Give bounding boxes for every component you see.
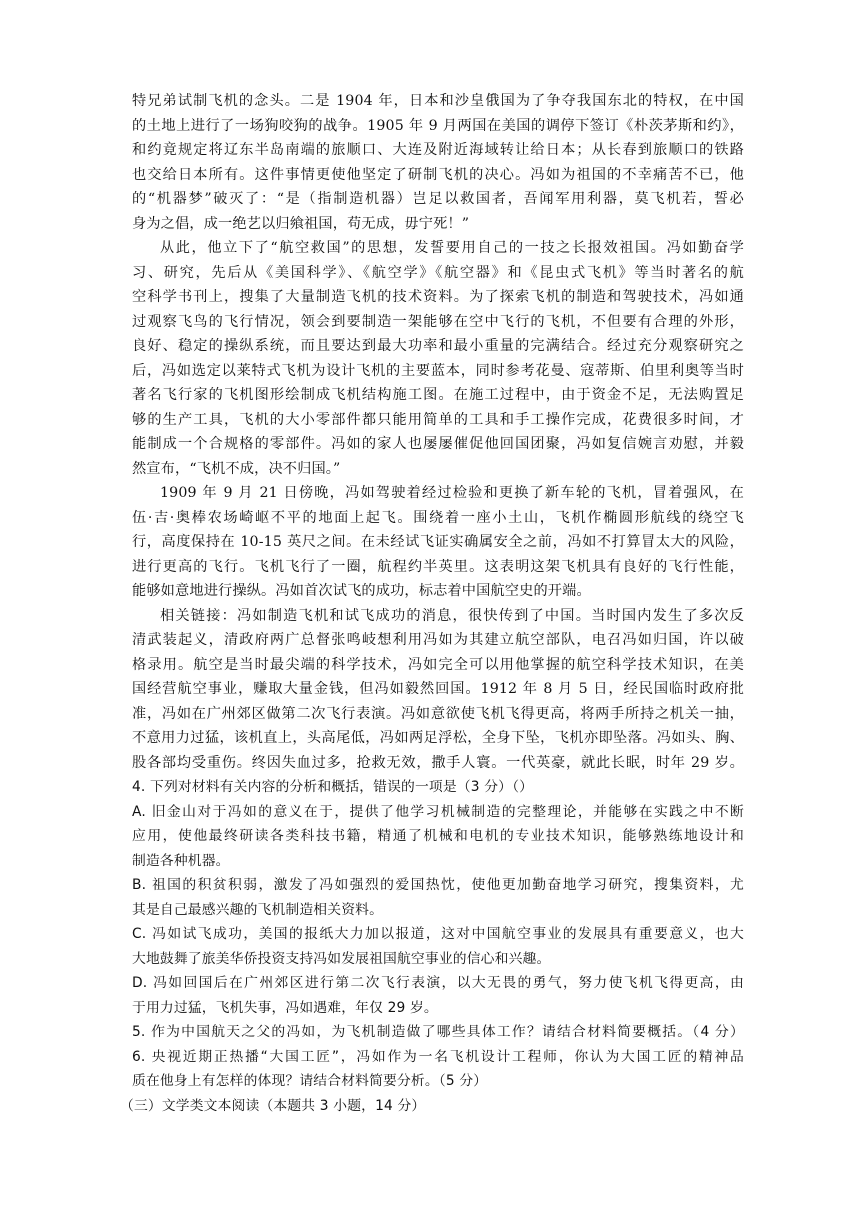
question-line: 6. 央视近期正热播“大国工匠”，冯如作为一名飞机设计工程师，你认为大国工匠的精神品 bbox=[132, 1048, 744, 1065]
text-line: 准，冯如在广州郊区做第二次飞行表演。冯如意欲使飞机飞得更高，将两手所持之机关一抽， bbox=[132, 705, 744, 722]
text-line: 也交给日本所有。这件事情更使他坚定了研制飞机的决心。冯如为祖国的不幸痛苦不已，他 bbox=[132, 166, 744, 183]
text-line: 制造各种机器。 bbox=[132, 852, 230, 869]
text-line: 习、研究，先后从《美国科学》、《航空学》《航空器》和《昆虫式飞机》等当时著名的航 bbox=[132, 264, 744, 281]
section-heading: （三）文学类文本阅读（本题共 3 小题，14 分） bbox=[120, 1097, 426, 1114]
question-line: 5. 作为中国航天之父的冯如，为飞机制造做了哪些具体工作？请结合材料简要概括。（4 分） bbox=[132, 1024, 744, 1040]
text-line: 进行更高的飞行。飞机飞行了一圈，航程约半英里。这表明这架飞机具有良好的飞行性能， bbox=[132, 558, 744, 575]
option-line: B. 祖国的积贫积弱，激发了冯如强烈的爱国热忱，使他更加勤奋地学习研究，搜集资料，尤 bbox=[132, 877, 744, 893]
text-line: 后，冯如选定以莱特式飞机为设计飞机的主要蓝本，同时参考花曼、寇蒂斯、伯里利奥等当时 bbox=[132, 362, 744, 379]
text-column bbox=[120, 89, 744, 1118]
text-line: 相关链接：冯如制造飞机和试飞成功的消息，很快传到了中国。当时国内发生了多次反 bbox=[160, 607, 744, 624]
text-line: 从此，他立下了“航空救国”的思想，发誓要用自己的一技之长报效祖国。冯如勤奋学 bbox=[160, 240, 744, 256]
text-line: 够的生产工具，飞机的大小零部件都只能用简单的工具和手工操作完成，花费很多时间，才 bbox=[132, 411, 744, 428]
text-line: 良好、稳定的操纵系统，而且要达到最大功率和最小重量的完满结合。经过充分观察研究之 bbox=[132, 338, 744, 354]
text-line: 应用，使他最终研读各类科技书籍，精通了机械和电机的专业技术知识，能够熟练地设计和 bbox=[132, 828, 744, 844]
option-line: C. 冯如试飞成功，美国的报纸大力加以报道，这对中国航空事业的发展具有重要意义，也大 bbox=[132, 926, 744, 942]
text-line: 空科学书刊上，搜集了大量制造飞机的技术资料。为了探索飞机的制造和驾驶技术，冯如通 bbox=[132, 289, 744, 305]
question-line: 4. 下列对材料有关内容的分析和概括，错误的一项是（3 分）（） bbox=[132, 779, 534, 795]
text-line: 行，高度保持在 10-15 英尺之间。在未经试飞证实确属安全之前，冯如不打算冒太大的风险， bbox=[132, 534, 744, 550]
text-line: 不意用力过猛，该机直上，头高尾低，冯如两足浮松，全身下坠，飞机亦即坠落。冯如头、胸、 bbox=[132, 730, 744, 746]
text-line: 清武装起义，清政府两广总督张鸣岐想利用冯如为其建立航空部队，电召冯如归国，许以破 bbox=[132, 632, 744, 648]
text-line: 的“机器梦”破灭了：“是（指制造机器）岂足以救国者，吾闻军用利器，莫飞机若，誓必 bbox=[132, 191, 744, 207]
text-line: 1909 年 9 月 21 日傍晚，冯如驾驶着经过检验和更换了新车轮的飞机，冒着强风，在 bbox=[160, 485, 744, 501]
text-line: 其是自己最感兴趣的飞机制造相关资料。 bbox=[132, 901, 384, 918]
text-line: 于用力过猛，飞机失事，冯如遇难，年仅 29 岁。 bbox=[132, 999, 438, 1016]
text-line: 国经营航空事业，赚取大量金钱，但冯如毅然回国。1912 年 8 月 5 日，经民国临时政府批 bbox=[132, 681, 744, 697]
text-line: 股各部均受重伤。终因失血过多，抢救无效，撒手人寰。一代英豪，就此长眠，时年 29 岁。 bbox=[132, 754, 744, 771]
text-line: 质在他身上有怎样的体现？请结合材料简要分析。（5 分） bbox=[132, 1073, 488, 1089]
option-line: A. 旧金山对于冯如的意义在于，提供了他学习机械制造的完整理论，并能够在实践之中不断 bbox=[132, 803, 744, 820]
option-line: D. 冯如回国后在广州郊区进行第二次飞行表演，以大无畏的勇气，努力使飞机飞得更高，由 bbox=[132, 975, 744, 991]
text-line: 著名飞行家的飞机图形绘制成飞机结构施工图。在施工过程中，由于资金不足，无法购置足 bbox=[132, 387, 744, 403]
text-line: 能够如意地进行操纵。冯如首次试飞的成功，标志着中国航空史的开端。 bbox=[132, 583, 591, 599]
text-line: 格录用。航空是当时最尖端的科学技术，冯如完全可以用他掌握的航空科学技术知识，在美 bbox=[132, 656, 744, 673]
text-line: 和约竟规定将辽东半岛南端的旅顺口、大连及附近海域转让给日本；从长春到旅顺口的铁路 bbox=[132, 142, 744, 158]
text-line: 伍·吉·奥棒农场崎岖不平的地面上起飞。围绕着一座小土山，飞机作椭圆形航线的绕空飞 bbox=[132, 509, 744, 526]
text-line: 然宣布，“飞机不成，决不归国。” bbox=[132, 460, 341, 477]
text-line: 过观察飞鸟的飞行情况，领会到要制造一架能够在空中飞行的飞机，不但要有合理的外形， bbox=[132, 313, 744, 330]
text-line: 特兄弟试制飞机的念头。二是 1904 年，日本和沙皇俄国为了争夺我国东北的特权，在中国 bbox=[132, 93, 744, 109]
text-line: 能制成一个合规格的零部件。冯如的家人也屡屡催促他回国团聚，冯如复信婉言劝慰，并毅 bbox=[132, 436, 744, 452]
text-line: 大地鼓舞了旅美华侨投资支持冯如发展祖国航空事业的信心和兴趣。 bbox=[132, 950, 551, 967]
text-line: 身为之倡，成一绝艺以归飨祖国，苟无成，毋宁死！” bbox=[132, 215, 470, 232]
text-line: 的土地上进行了一场狗咬狗的战争。1905 年 9 月两国在美国的调停下签订《朴茨茅斯和约》， bbox=[132, 117, 744, 134]
